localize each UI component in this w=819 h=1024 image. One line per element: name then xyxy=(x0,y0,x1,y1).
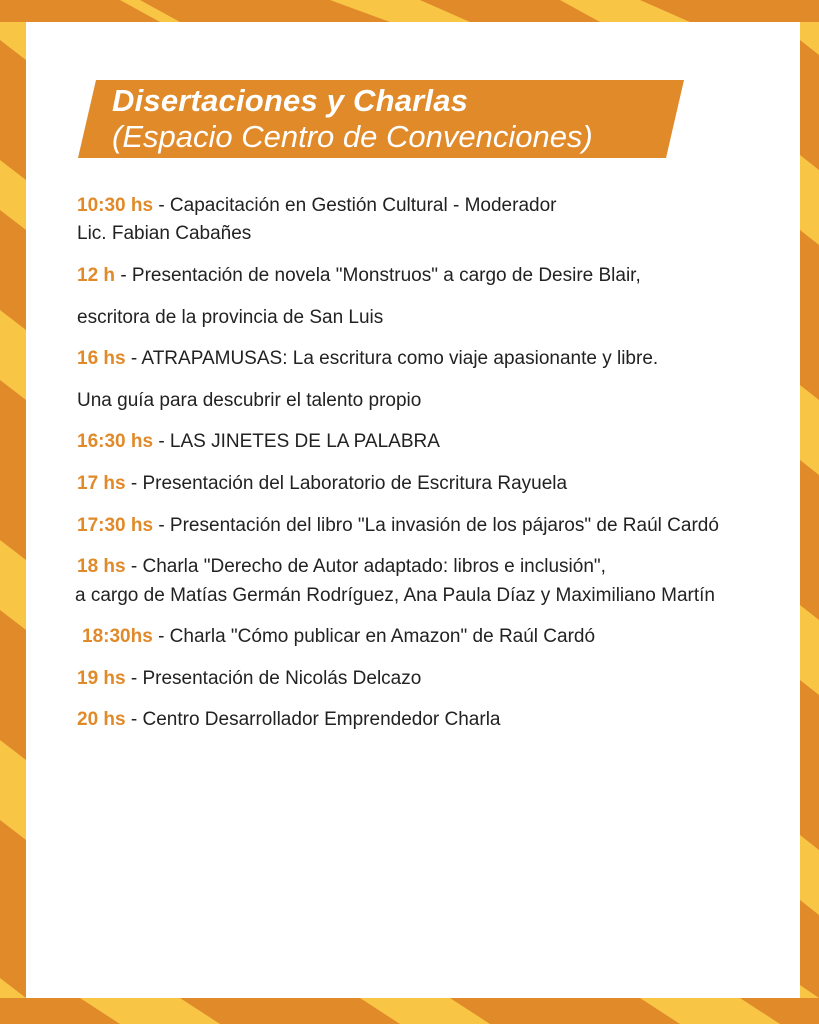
schedule-text: - Centro Desarrollador Emprendedor Charla xyxy=(130,709,501,730)
schedule-text: - Capacitación en Gestión Cultural - Moderador xyxy=(158,195,557,216)
schedule-text: - Charla "Derecho de Autor adaptado: libros e inclusión", xyxy=(130,556,606,577)
schedule-time: 18:30hs xyxy=(82,626,153,647)
schedule-item xyxy=(77,665,421,693)
schedule-item xyxy=(77,706,500,734)
banner-title: Disertaciones y Charlas xyxy=(112,83,469,118)
schedule-time: 19 hs xyxy=(77,668,126,689)
schedule-time: 17 hs xyxy=(77,473,126,494)
schedule-item xyxy=(77,192,556,220)
schedule-item xyxy=(77,512,719,540)
schedule-text: a cargo de Matías Germán Rodríguez, Ana Paula Díaz y Maximiliano Martín xyxy=(75,585,715,606)
schedule-item xyxy=(82,623,595,651)
schedule-text: - Presentación de novela "Monstruos" a cargo de Desire Blair, xyxy=(120,265,641,286)
schedule-item-continued xyxy=(77,387,421,415)
schedule-item xyxy=(77,345,658,373)
schedule-text: - Presentación de Nicolás Delcazo xyxy=(130,668,422,689)
schedule-item xyxy=(77,262,641,290)
schedule-item-continued xyxy=(77,220,251,248)
schedule-time: 16:30 hs xyxy=(77,431,154,452)
schedule-text: Una guía para descubrir el talento propio xyxy=(77,390,422,411)
schedule-text: - Charla "Cómo publicar en Amazon" de Raúl Cardó xyxy=(158,626,596,647)
schedule-text: - Presentación del Laboratorio de Escritura Rayuela xyxy=(130,473,568,494)
schedule-item xyxy=(77,553,606,581)
banner-subtitle: (Espacio Centro de Convenciones) xyxy=(112,119,593,154)
schedule-time: 17:30 hs xyxy=(77,515,154,536)
schedule-item xyxy=(77,470,567,498)
schedule-text: - Presentación del libro "La invasión de los pájaros" de Raúl Cardó xyxy=(158,515,719,536)
schedule-text: - ATRAPAMUSAS: La escritura como viaje apasionante y libre. xyxy=(130,348,659,369)
schedule-text: Lic. Fabian Cabañes xyxy=(77,223,252,244)
schedule-time: 10:30 hs xyxy=(77,195,154,216)
content-card xyxy=(26,22,800,998)
header-banner xyxy=(78,80,684,158)
schedule-time: 20 hs xyxy=(77,709,126,730)
schedule-item-continued xyxy=(77,304,383,332)
schedule-time: 12 h xyxy=(77,265,116,286)
schedule-text: - LAS JINETES DE LA PALABRA xyxy=(158,431,440,452)
schedule-item xyxy=(77,428,440,456)
schedule-item-continued xyxy=(75,582,715,610)
schedule-time: 18 hs xyxy=(77,556,126,577)
schedule-time: 16 hs xyxy=(77,348,126,369)
schedule-text: escritora de la provincia de San Luis xyxy=(77,307,384,328)
